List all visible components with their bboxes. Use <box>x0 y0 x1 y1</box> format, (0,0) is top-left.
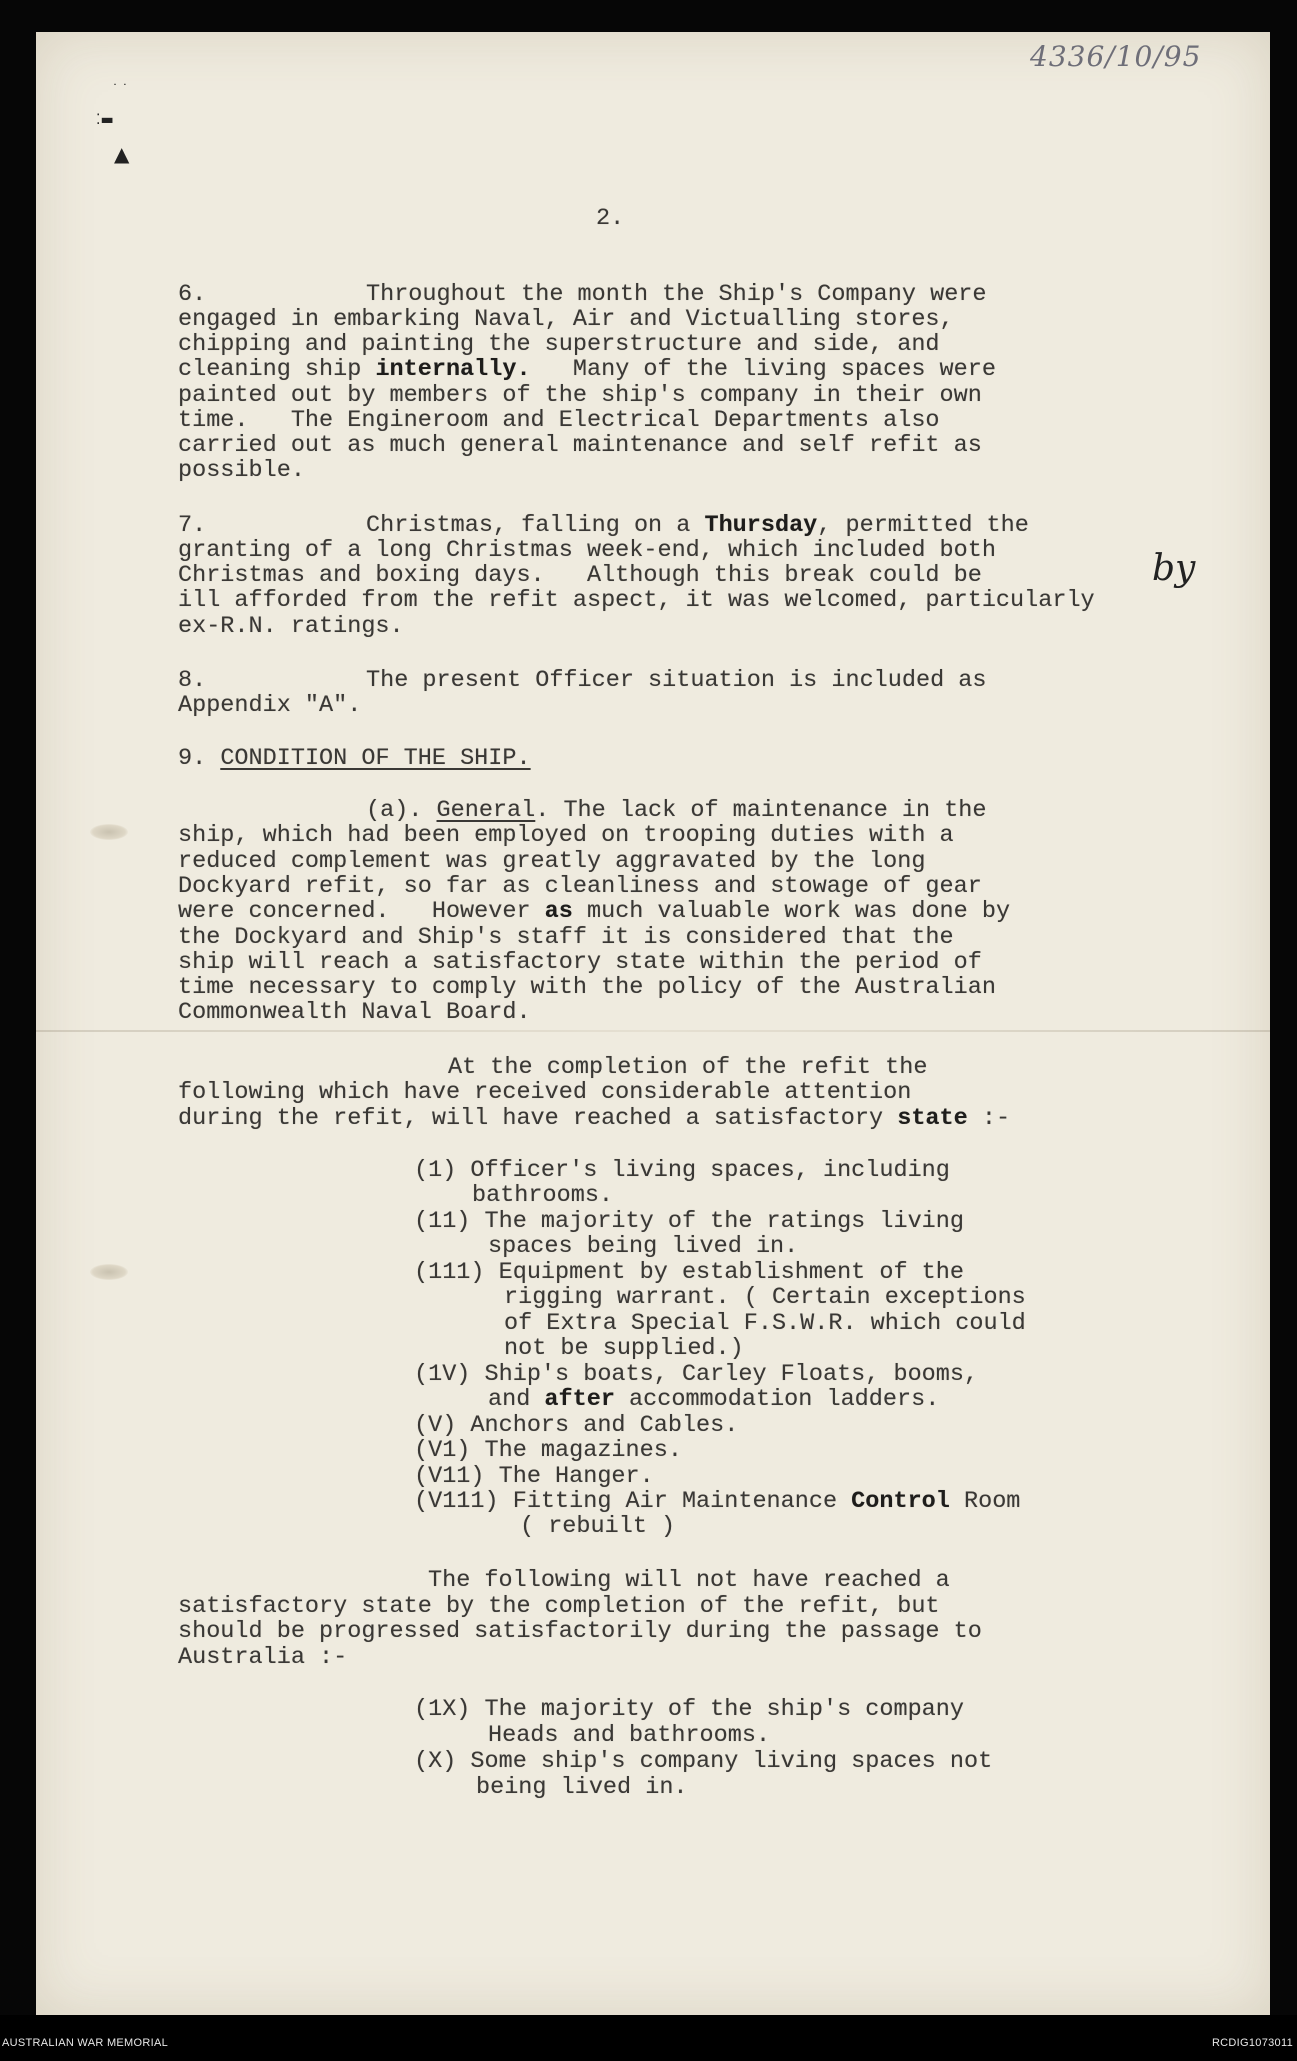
para7-line: ex-R.N. ratings. <box>178 613 404 640</box>
para9-general-line: Dockyard refit, so far as cleanliness and stowage of gear <box>178 873 982 900</box>
para8-line: The present Officer situation is included as <box>366 667 987 694</box>
para6-line: carried out as much general maintenance and self refit as <box>178 432 982 459</box>
para6-line: possible. <box>178 457 305 484</box>
para9-general-line: Commonwealth Naval Board. <box>178 999 531 1026</box>
archive-credit: AUSTRALIAN WAR MEMORIAL <box>2 2037 169 2049</box>
list-item: (1V) Ship's boats, Carley Floats, booms, <box>414 1361 979 1388</box>
para7-line: granting of a long Christmas week-end, which included both <box>178 537 996 564</box>
para6-line: Throughout the month the Ship's Company were <box>366 281 987 308</box>
staple-mark-icon: ▲ <box>114 142 130 166</box>
para7-line: Christmas, falling on a Thursday, permitted the <box>366 512 1029 539</box>
list-item: ( rebuilt ) <box>520 1513 676 1540</box>
list-item: rigging warrant. ( Certain exceptions <box>504 1284 1026 1311</box>
page-number: 2. <box>596 205 625 232</box>
para8-line: Appendix "A". <box>178 692 362 719</box>
para9-general-line: ship will reach a satisfactory state within the period of <box>178 949 982 976</box>
list-item: (X) Some ship's company living spaces not <box>414 1748 993 1775</box>
punch-hole-lower <box>90 1264 128 1280</box>
completion-line: during the refit, will have reached a satisfactory state :- <box>178 1105 1011 1132</box>
list-item: being lived in. <box>476 1774 688 1801</box>
list-item: spaces being lived in. <box>488 1233 799 1260</box>
completion-line: following which have received considerable attention <box>178 1079 912 1106</box>
para6-line: painted out by members of the ship's company in their own <box>178 382 982 409</box>
para9-general-line: reduced complement was greatly aggravated by the long <box>178 848 926 875</box>
para9-heading: 9. CONDITION OF THE SHIP. <box>178 745 531 772</box>
para6-line: cleaning ship internally. Many of the living spaces were <box>178 356 996 383</box>
handwritten-margin-insert: by <box>1152 548 1196 589</box>
staple-mark-icon: ˙ ˙ <box>112 82 128 96</box>
following-line: Australia :- <box>178 1644 348 1671</box>
para7-number: 7. <box>178 512 207 539</box>
para6-line: chipping and painting the superstructure and side, and <box>178 331 940 358</box>
following-line: The following will not have reached a <box>428 1567 950 1594</box>
para6-number: 6. <box>178 281 207 308</box>
footer-bar <box>0 2015 1297 2061</box>
handwritten-reference-number: 4336/10/95 <box>1030 40 1202 73</box>
list-item: (111) Equipment by establishment of the <box>414 1259 964 1286</box>
fold-line <box>36 1030 1270 1032</box>
list-item: of Extra Special F.S.W.R. which could <box>504 1310 1026 1337</box>
para6-line: time. The Engineroom and Electrical Departments also <box>178 407 940 434</box>
following-line: satisfactory state by the completion of the refit, but <box>178 1593 940 1620</box>
staple-mark-icon: ⁚▬ <box>96 112 114 128</box>
para9-general-line: the Dockyard and Ship's staff it is considered that the <box>178 924 954 951</box>
punch-hole-upper <box>90 824 128 840</box>
following-line: should be progressed satisfactorily during the passage to <box>178 1618 982 1645</box>
list-item: not be supplied.) <box>504 1335 744 1362</box>
list-item: (V) Anchors and Cables. <box>414 1412 739 1439</box>
list-item: and after accommodation ladders. <box>488 1386 940 1413</box>
list-item: (V111) Fitting Air Maintenance Control Room <box>414 1488 1021 1515</box>
para7-line: ill afforded from the refit aspect, it was welcomed, particularly <box>178 587 1095 614</box>
para6-line: engaged in embarking Naval, Air and Victualling stores, <box>178 306 954 333</box>
para9-general-line: time necessary to comply with the policy of the Australian <box>178 974 996 1001</box>
list-item: Heads and bathrooms. <box>488 1722 771 1749</box>
para9-general-line: ship, which had been employed on trooping duties with a <box>178 822 954 849</box>
record-id: RCDIG1073011 <box>1211 2037 1293 2049</box>
completion-line: At the completion of the refit the <box>448 1054 928 1081</box>
list-item: (V1) The magazines. <box>414 1437 682 1464</box>
para8-number: 8. <box>178 667 207 694</box>
list-item: (1) Officer's living spaces, including <box>414 1157 950 1184</box>
list-item: bathrooms. <box>472 1182 614 1209</box>
list-item: (11) The majority of the ratings living <box>414 1208 964 1235</box>
para9-general-line: were concerned. However as much valuable work was done by <box>178 898 1011 925</box>
list-item: (V11) The Hanger. <box>414 1463 654 1490</box>
para9-general-line: (a). General. The lack of maintenance in the <box>366 797 987 824</box>
list-item: (1X) The majority of the ship's company <box>414 1696 964 1723</box>
para7-line: Christmas and boxing days. Although this break could be <box>178 562 982 589</box>
